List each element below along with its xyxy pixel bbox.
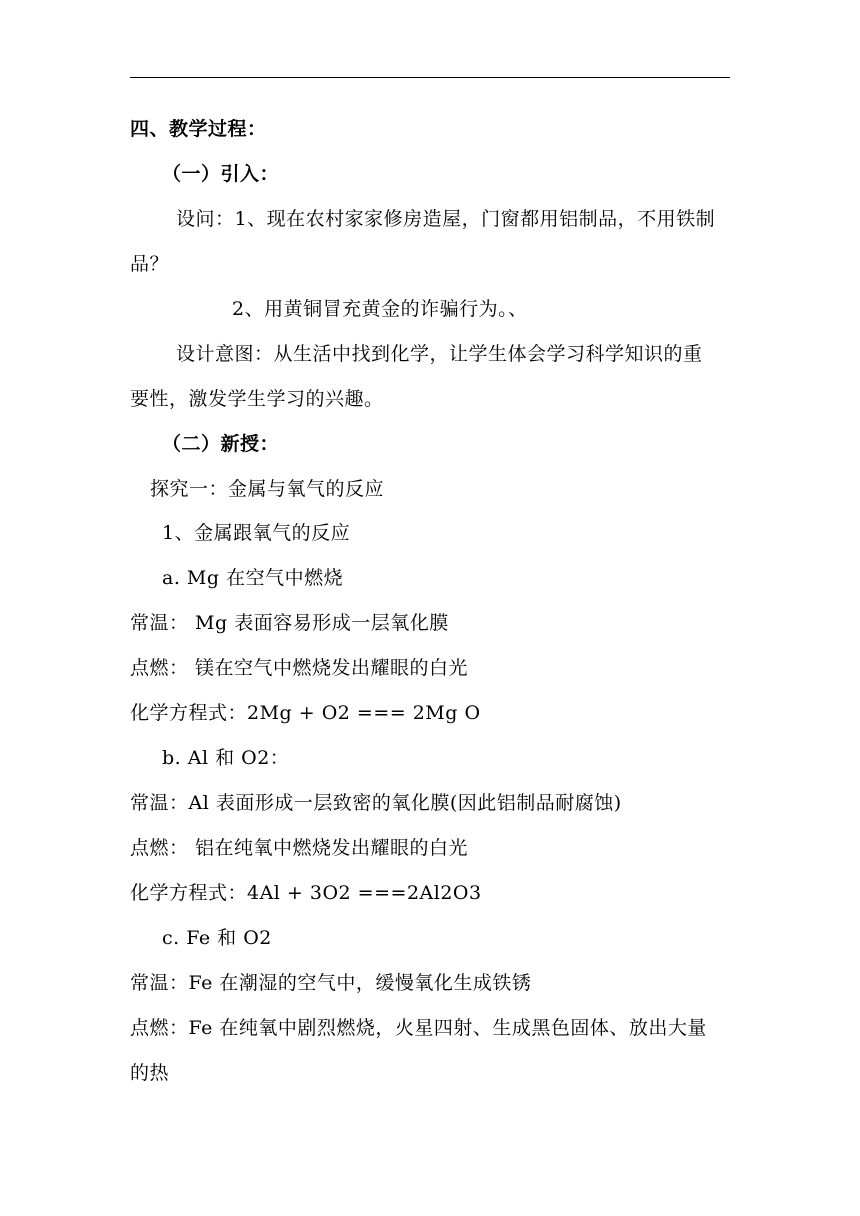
design-intent-line-2: 要性，激发学生学习的兴趣。 [130,388,384,410]
fe-ignite-line-2: 的热 [130,1062,170,1084]
new-lesson-heading: （二）新授： [162,433,280,455]
al-equation: 化学方程式：4Al + 3O2 ===2Al2O3 [130,882,482,904]
al-title: b. Al 和 O2： [162,747,290,769]
question-1-line-2: 品？ [130,253,170,275]
header-rule [130,77,730,78]
mg-title: a. Mg 在空气中燃烧 [162,567,344,589]
fe-ignite-line-1: 点燃：Fe 在纯氧中剧烈燃烧，火星四射、生成黑色固体、放出大量 [130,1017,707,1039]
inquiry-title: 探究一：金属与氧气的反应 [150,478,385,500]
section-title: 四、教学过程： [130,118,267,140]
mg-equation: 化学方程式：2Mg + O2 === 2Mg O [130,702,481,724]
question-2: 2、用黄铜冒充黄金的诈骗行为。、 [232,298,528,320]
subtitle: 1、金属跟氧气的反应 [162,522,351,544]
al-room-temp: 常温：Al 表面形成一层致密的氧化膜(因此铝制品耐腐蚀) [130,792,622,814]
mg-ignite: 点燃： 镁在空气中燃烧发出耀眼的白光 [130,657,469,679]
design-intent-line-1: 设计意图：从生活中找到化学，让学生体会学习科学知识的重 [176,343,703,365]
question-1-line-1: 设问：1、现在农村家家修房造屋，门窗都用铝制品，不用铁制 [176,208,716,230]
fe-room-temp: 常温：Fe 在潮湿的空气中，缓慢氧化生成铁锈 [130,972,532,994]
mg-room-temp: 常温： Mg 表面容易形成一层氧化膜 [130,612,449,634]
al-ignite: 点燃： 铝在纯氧中燃烧发出耀眼的白光 [130,837,469,859]
fe-title: c. Fe 和 O2 [162,927,272,949]
intro-heading: （一）引入： [162,163,280,185]
